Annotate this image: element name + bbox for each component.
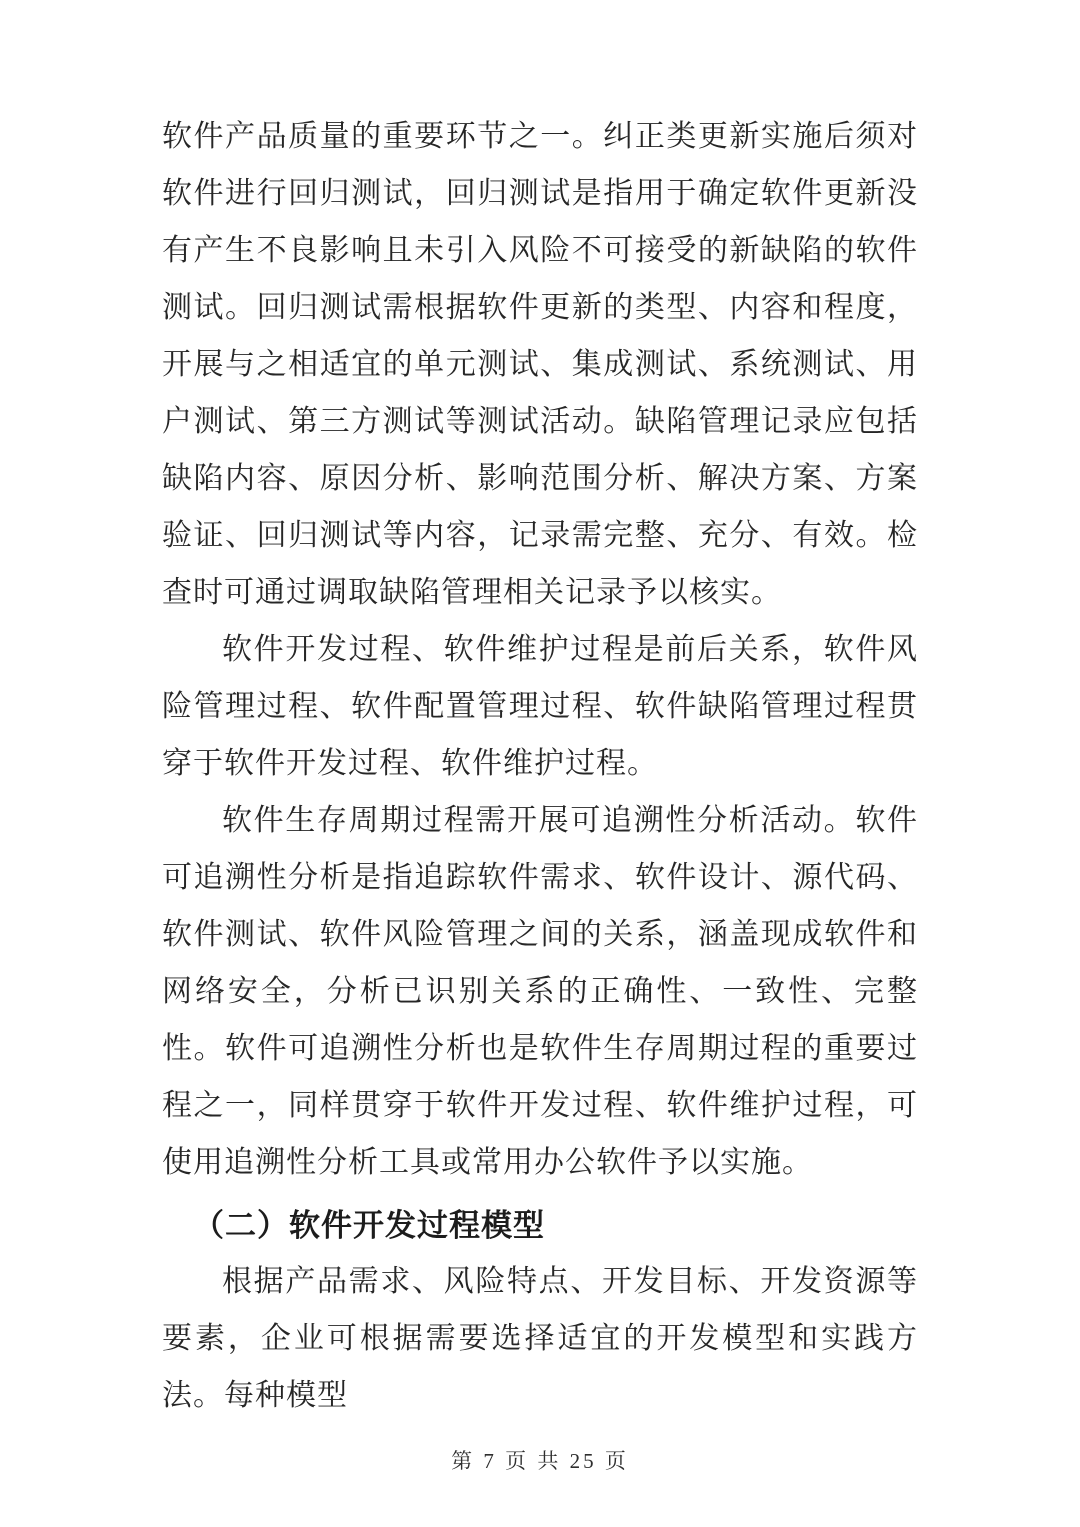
section-heading-development-process-model: （二）软件开发过程模型 [193,1208,545,1243]
paragraph-development-model-selection: 根据产品需求、风险特点、开发目标、开发资源等要素，企业可根据需要选择适宜的开发模型和实践方法。每种模型 [162,1265,918,1412]
paragraph-traceability-analysis: 软件生存周期过程需开展可追溯性分析活动。软件可追溯性分析是指追踪软件需求、软件设计、源代码、软件测试、软件风险管理之间的关系，涵盖现成软件和网络安全，分析已识别关系的正确性、一致性、完整性。软件可追溯性分析也是软件生存周期过程的重要过程之一，同样贯穿于软件开发过程、软件维护过程，可使用追溯性分析工具或常用办公软件予以实施。 [162,804,918,1179]
paragraph-regression-testing: 软件产品质量的重要环节之一。纠正类更新实施后须对软件进行回归测试，回归测试是指用于确定软件更新没有产生不良影响且未引入风险不可接受的新缺陷的软件测试。回归测试需根据软件更新的类型、内容和程度，开展与之相适宜的单元测试、集成测试、系统测试、用户测试、第三方测试等测试活动。缺陷管理记录应包括缺陷内容、原因分析、影响范围分析、解决方案、方案验证、回归测试等内容，记录需完整、充分、有效。检查时可通过调取缺陷管理相关记录予以核实。 [162,120,918,609]
page-content [162,108,918,1424]
page-footer [0,1445,1080,1475]
paragraph-process-relationship: 软件开发过程、软件维护过程是前后关系，软件风险管理过程、软件配置管理过程、软件缺陷管理过程贯穿于软件开发过程、软件维护过程。 [162,633,918,780]
page-number-label: 第 7 页 共 25 页 [451,1449,629,1473]
